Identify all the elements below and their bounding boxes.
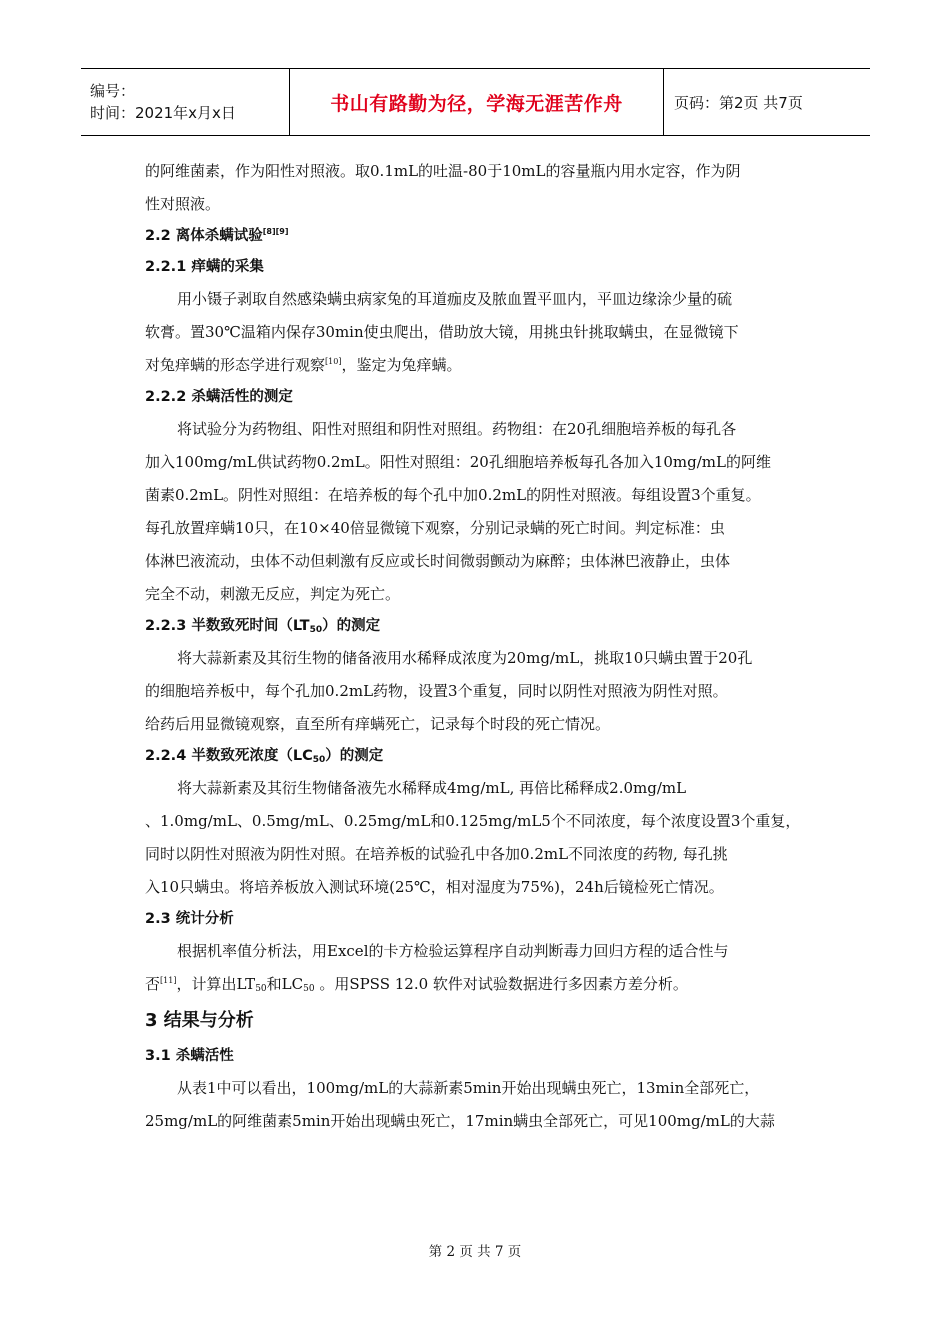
section-heading-2-2-3: 2.2.3 半数致死时间$(LT_{50})$的测定 (145, 618, 381, 635)
citation-ref: [11] (160, 976, 177, 985)
paragraph-line: 用小镊子剥取自然感染螨虫病家兔的耳道痂皮及脓血置平皿内，平皿边缘涂少量的硫 (177, 290, 733, 308)
paragraph-line: 将大蒜新素及其衍生物储备液先水稀释成4mg/mL, 再倍比稀释成2.0mg/mL (177, 779, 687, 797)
paragraph-line: 体淋巴液流动，虫体不动但刺激有反应或长时间微弱颤动为麻醉；虫体淋巴液静止，虫体 (145, 552, 731, 570)
citation-ref: [10] (325, 357, 342, 366)
citation-ref: [8][9] (262, 227, 289, 236)
paragraph-line: 25mg/mL的阿维菌素5min开始出现螨虫死亡，17min螨虫全部死亡，可见100mg/mL的大蒜 (145, 1112, 775, 1130)
section-heading-2-2: 2.2 离体杀螨试验[8][9] (145, 227, 289, 244)
paragraph-line: 将大蒜新素及其衍生物的储备液用水稀释成浓度为20mg/mL，挑取10只螨虫置于20孔 (177, 649, 753, 667)
paragraph-line: 、1.0mg/mL、0.5mg/mL、0.25mg/mL和0.125mg/mL5个不同浓度，每个浓度设置3个重复， (145, 812, 801, 830)
paragraph-line: 对兔痒螨的形态学进行观察[10]，鉴定为兔痒螨。 (145, 356, 462, 374)
section-heading-2-2-1: 2.2.1 痒螨的采集 (145, 259, 264, 275)
paragraph-line: 加入100mg/mL供试药物0.2mL。阳性对照组：20孔细胞培养板每孔各加入10mg/mL的阿维 (145, 453, 771, 471)
paragraph-line: 根据机率值分析法，用Excel的卡方检验运算程序自动判断毒力回归方程的适合性与 (177, 942, 729, 960)
section-heading-2-2-2: 2.2.2 杀螨活性的测定 (145, 389, 293, 405)
paragraph-line: 每孔放置痒螨10只，在10×40倍显微镜下观察，分别记录螨的死亡时间。判定标准：虫 (145, 519, 725, 537)
page-footer: 第 2 页 共 7 页 (428, 1244, 522, 1260)
paragraph-line: 入10只螨虫。将培养板放入测试环境(25℃，相对湿度为75%)，24h后镜检死亡情况。 (145, 878, 724, 896)
paragraph-line: 软膏。置30℃温箱内保存30min使虫爬出，借助放大镜，用挑虫针挑取螨虫，在显微镜下 (145, 323, 739, 341)
header-left-cell (81, 69, 290, 136)
paragraph-line: 将试验分为药物组、阳性对照组和阴性对照组。药物组：在20孔细胞培养板的每孔各 (177, 420, 737, 438)
paragraph-line: 性对照液。 (145, 195, 221, 213)
paragraph-line: 从表1中可以看出，100mg/mL的大蒜新素5min开始出现螨虫死亡，13min全部死亡， (177, 1079, 760, 1097)
paragraph-line: 菌素0.2mL。阴性对照组：在培养板的每个孔中加0.2mL的阴性对照液。每组设置3个重复。 (145, 486, 761, 504)
section-heading-3-1: 3.1 杀螨活性 (145, 1048, 234, 1064)
paragraph-line: 的细胞培养板中，每个孔加0.2mL药物，设置3个重复，同时以阴性对照液为阴性对照。 (145, 682, 728, 700)
paragraph-line: 给药后用显微镜观察，直至所有痒螨死亡，记录每个时段的死亡情况。 (145, 715, 611, 733)
section-heading-3: 3 结果与分析 (145, 1010, 254, 1031)
section-heading-2-2-4: 2.2.4 半数致死浓度$(LC_{50})$的测定 (145, 748, 384, 765)
document-body (145, 155, 825, 1138)
header-page-label: 页码：第2页 共7页 (664, 69, 871, 136)
section-heading-2-3: 2.3 统计分析 (145, 911, 234, 927)
document-date-label: 时间：2021年x月x日 (90, 104, 236, 122)
paragraph-line: 完全不动，刺激无反应，判定为死亡。 (145, 585, 401, 603)
paragraph-line: 的阿维菌素，作为阳性对照液。取0.1mL的吐温-80于10mL的容量瓶内用水定容，作为阴 (145, 162, 741, 180)
page-header (81, 68, 870, 136)
paragraph-line: 同时以阴性对照液为阴性对照。在培养板的试验孔中各加0.2mL不同浓度的药物, 每孔挑 (145, 845, 728, 863)
header-motto: 书山有路勤为径，学海无涯苦作舟 (290, 69, 664, 136)
document-number-label: 编号： (90, 82, 136, 100)
paragraph-line: 否[11]，计算出$LT_{50}$和$LC_{50}$ 。用SPSS 12.0 软件对试验数据进行多因素方差分析。 (145, 975, 688, 994)
